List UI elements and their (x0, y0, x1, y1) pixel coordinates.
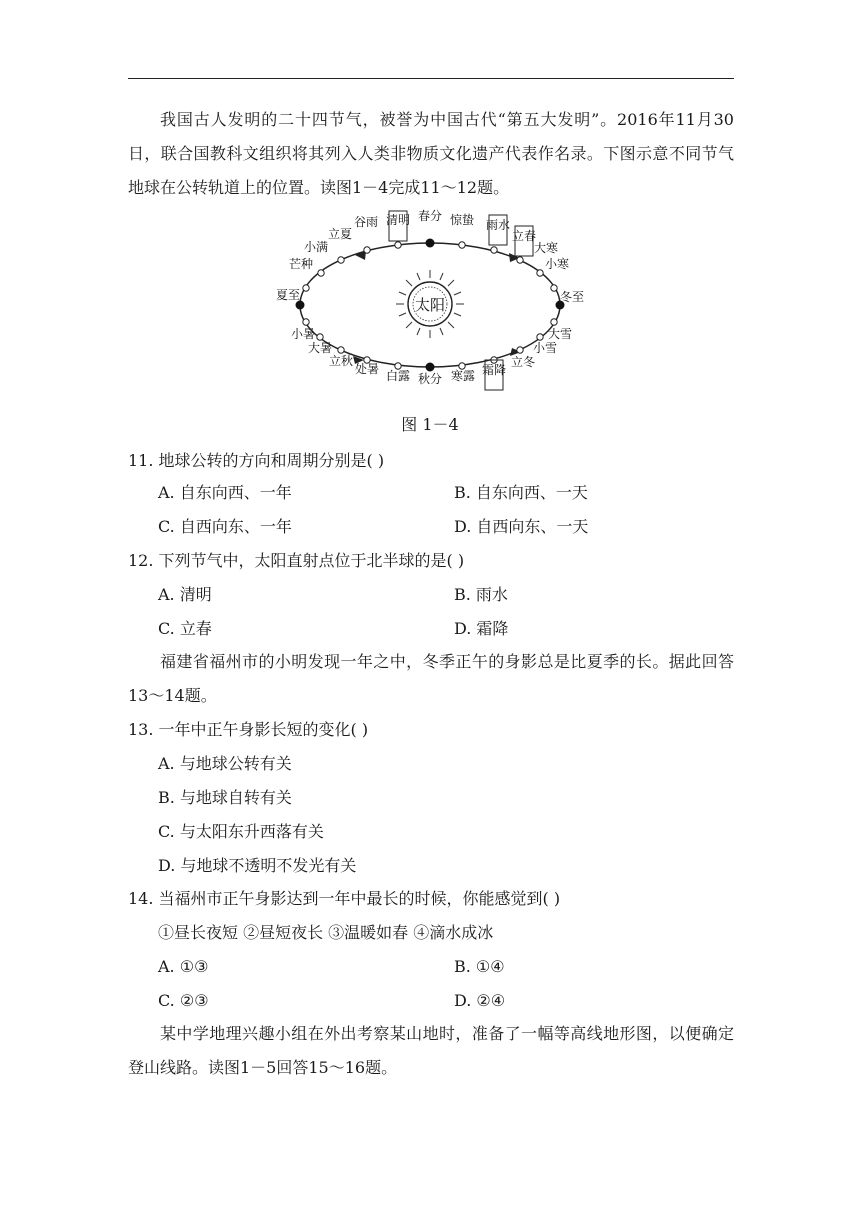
intro-paragraph-2: 福建省福州市的小明发现一年之中，冬季正午的身影总是比夏季的长。据此回答13～14题。 (128, 652, 734, 705)
q14-option-b: B. ①④ (454, 957, 505, 976)
sun-label: 太阳 (414, 296, 446, 314)
term-shuangjiang: 霜降 (481, 363, 507, 377)
q11-option-d: D. 自西向东、一天 (454, 517, 589, 536)
term-xiaoman: 小满 (303, 240, 329, 254)
term-dahan: 大寒 (533, 241, 559, 255)
figure-caption: 图 1－4 (401, 415, 459, 434)
q11-option-a: A. 自东向西、一年 (158, 483, 292, 502)
term-jingzhe: 惊蛰 (449, 213, 475, 227)
term-yushui: 雨水 (485, 218, 511, 232)
q12-option-d: D. 霜降 (454, 619, 509, 638)
q11-option-c: C. 自西向东、一年 (158, 517, 292, 536)
term-qiufen: 秋分 (417, 372, 443, 386)
term-lichun: 立春 (511, 229, 537, 243)
q12-option-a: A. 清明 (158, 585, 212, 604)
question-14: 14. 当福州市正午身影达到一年中最长的时候，你能感觉到( ) (128, 889, 561, 908)
term-xiaoxue: 小雪 (532, 341, 558, 355)
intro-paragraph-3: 某中学地理兴趣小组在外出考察某山地时，准备了一幅等高线地形图，以便确定登山线路。读图1－5回答15～16题。 (128, 1024, 734, 1077)
term-liqiu: 立秋 (328, 354, 354, 368)
term-dongzhi: 冬至 (559, 290, 585, 304)
term-xiaohan: 小寒 (544, 257, 570, 271)
orbit-figure (0, 205, 860, 405)
term-chunfen: 春分 (417, 209, 443, 223)
q14-option-a: A. ①③ (158, 957, 209, 976)
term-mangzhong: 芒种 (288, 257, 314, 271)
q14-option-d: D. ②④ (454, 991, 506, 1010)
header-rule (128, 78, 734, 79)
term-bailu: 白露 (385, 369, 411, 383)
question-12: 12. 下列节气中，太阳直射点位于北半球的是( ) (128, 551, 465, 570)
q13-option-d: D. 与地球不透明不发光有关 (158, 856, 357, 875)
q13-option-c: C. 与太阳东升西落有关 (158, 822, 324, 841)
q11-option-b: B. 自东向西、一天 (454, 483, 588, 502)
q14-items: ①昼长夜短 ②昼短夜长 ③温暖如春 ④滴水成冰 (158, 923, 494, 942)
q12-option-c: C. 立春 (158, 619, 212, 638)
term-guyu: 谷雨 (353, 215, 379, 229)
term-qingming: 清明 (385, 213, 411, 227)
sun-icon (396, 270, 464, 338)
term-dashu: 大暑 (307, 341, 333, 355)
term-lidong: 立冬 (510, 355, 536, 369)
q13-option-a: A. 与地球公转有关 (158, 754, 292, 773)
term-daxue: 大雪 (547, 327, 573, 341)
term-xiaoshu: 小暑 (290, 327, 316, 341)
question-11: 11. 地球公转的方向和周期分别是( ) (128, 451, 385, 470)
intro-paragraph: 我国古人发明的二十四节气，被誉为中国古代“第五大发明”。2016年11月30日，联合国教科文组织将其列入人类非物质文化遗产代表作名录。下图示意不同节气地球在公转轨道上的位置。读图1－4完成11～12题。 (128, 110, 734, 197)
term-lixia: 立夏 (327, 227, 353, 241)
q12-option-b: B. 雨水 (454, 585, 508, 604)
term-xiazhi: 夏至 (275, 288, 301, 302)
term-hanlu: 寒露 (450, 369, 476, 383)
q14-option-c: C. ②③ (158, 991, 209, 1010)
question-13: 13. 一年中正午身影长短的变化( ) (128, 720, 369, 739)
term-chushu: 处暑 (354, 362, 380, 376)
q13-option-b: B. 与地球自转有关 (158, 788, 292, 807)
